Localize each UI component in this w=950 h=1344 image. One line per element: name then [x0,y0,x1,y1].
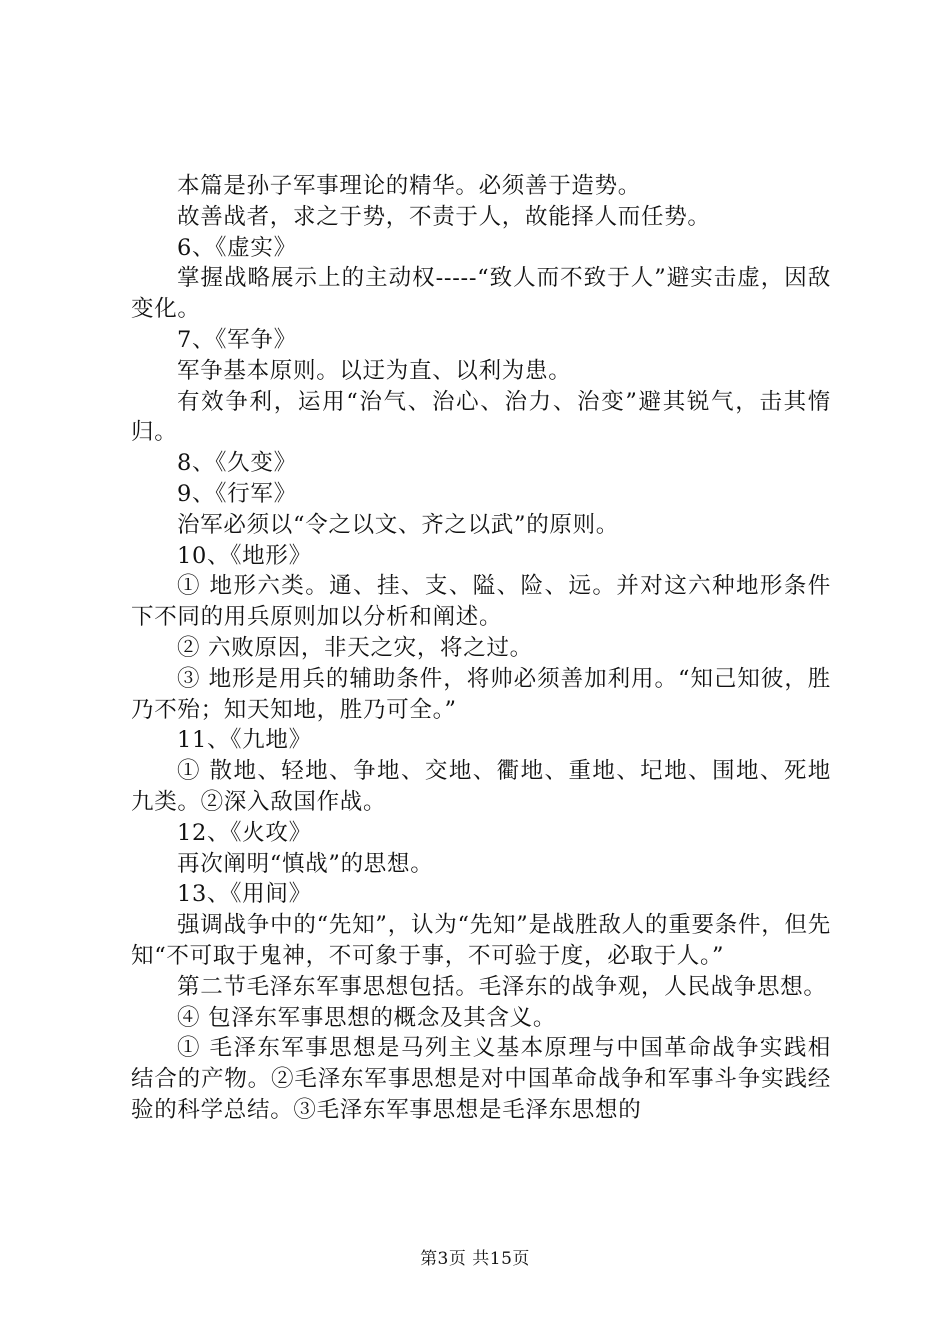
paragraph: ① 散地、轻地、争地、交地、衢地、重地、圮地、围地、死地九类。②深入敌国作战。 [131,758,831,815]
paragraph: 有效争利，运用“治气、治心、治力、治变”避其锐气，击其惰归。 [131,388,831,446]
section-heading: 12、《火攻》 [177,819,312,846]
document-body [131,171,831,1126]
section-heading: 10、《地形》 [177,542,312,569]
paragraph: 强调战争中的“先知”，认为“先知”是战胜敌人的重要条件，但先知“不可取于鬼神，不可象于事，不可验于度，必取于人。” [131,912,831,969]
paragraph: ② 六败原因，非天之灾，将之过。 [177,634,533,661]
paragraph: 再次阐明“慎战”的思想。 [177,850,434,877]
paragraph: ① 地形六类。通、挂、支、隘、险、远。并对这六种地形条件下不同的用兵原则加以分析和阐述。 [131,573,831,631]
paragraph: ③ 地形是用兵的辅助条件，将帅必须善加利用。“知己知彼，胜乃不殆；知天知地，胜乃可全。” [131,665,831,723]
paragraph: 故善战者，求之于势，不责于人，故能择人而任势。 [177,203,711,230]
paragraph: 本篇是孙子军事理论的精华。必须善于造势。 [177,173,642,199]
paragraph: 军争基本原则。以迂为直、以利为患。 [177,357,572,384]
paragraph: 第二节毛泽东军事思想包括。毛泽东的战争观，人民战争思想。 [177,973,827,1000]
page-number-footer: 第3页 共15页 [420,1249,530,1269]
section-heading: 6、《虚实》 [177,234,297,261]
section-heading: 8、《久变》 [177,450,297,477]
paragraph: 掌握战略展示上的主动权-----“致人而不致于人”避实击虚，因敌变化。 [131,265,831,323]
section-heading: 7、《军争》 [177,326,297,353]
section-heading: 11、《九地》 [177,727,312,754]
paragraph: ① 毛泽东军事思想是马列主义基本原理与中国革命战争实践相结合的产物。②毛泽东军事思想是对中国革命战争和军事斗争实践经验的科学总结。③毛泽东军事思想是毛泽东思想的 [131,1035,831,1123]
section-heading: 9、《行军》 [177,480,297,507]
section-heading: 13、《用间》 [177,881,312,908]
paragraph: ④ 包泽东军事思想的概念及其含义。 [177,1004,557,1031]
paragraph: 治军必须以“令之以文、齐之以武”的原则。 [177,511,620,538]
